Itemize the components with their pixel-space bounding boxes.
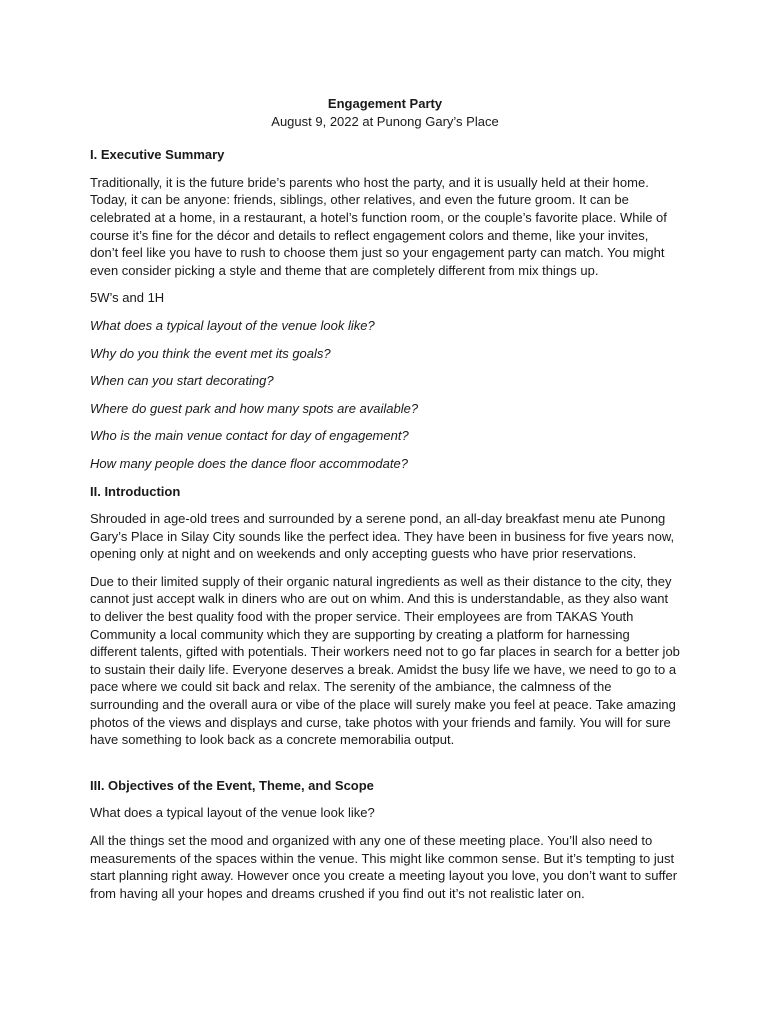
document-title: Engagement Party bbox=[327, 96, 443, 111]
question-item: Where do guest park and how many spots are available? bbox=[90, 400, 419, 416]
introduction-paragraph-2: Due to their limited supply of their organic natural ingredients as well as their distance to the city, they cannot just accept walk in diners who are out on whim. And this is understandable, as they also want to deliver the best quality food with the proper service. Their employees are from TAKAS Youth Community a local community which they are supporting by creating a platform for harnessing different talents, gifted with potentials. Their workers need not to go far places in search for a better job to sustain their daily life. Everyone deserves a break. Amidst the busy life we have, we need to go to a pace where we could sit back and relax. The serenity of the ambiance, the calmness of the surrounding and the overall aura or vibe of the place will surely make you feel at peace. Take amazing photos of the views and displays and curse, take photos with your friends and family. You will for sure have something to look back as a concrete memorabilia output. bbox=[90, 573, 680, 748]
document-subtitle: August 9, 2022 at Punong Gary’s Place bbox=[271, 113, 499, 129]
section-heading-executive-summary: I. Executive Summary bbox=[90, 147, 225, 163]
question-item: Who is the main venue contact for day of engagement? bbox=[90, 428, 409, 444]
section-heading-introduction: II. Introduction bbox=[90, 483, 181, 499]
question-item: Why do you think the event met its goals? bbox=[90, 345, 331, 361]
label-5w1h: 5W’s and 1H bbox=[90, 290, 165, 306]
section-heading-objectives: III. Objectives of the Event, Theme, and Scope bbox=[90, 777, 374, 793]
executive-summary-paragraph: Traditionally, it is the future bride’s parents who host the party, and it is usually held at their home. Today, it can be anyone: friends, siblings, other relatives, and even the future groom. It can be celebrated at a home, in a restaurant, a hotel’s function room, or the couple’s favorite place. While of course it’s fine for the décor and details to reflect engagement colors and theme, like your invites, don’t feel like you have to rush to choose them just so your engagement party can match. You might even consider picking a style and theme that are completely different from mix things up. bbox=[90, 174, 667, 278]
objectives-paragraph: All the things set the mood and organized with any one of these meeting place. You’ll also need to measurements of the spaces within the venue. This might like common sense. But it’s tempting to just start planning right away. However once you create a meeting layout you love, you don’t want to suffer from having all your hopes and dreams crushed if you find out it’s not realistic later on. bbox=[90, 833, 678, 901]
objectives-question: What does a typical layout of the venue look like? bbox=[90, 805, 375, 821]
question-item: What does a typical layout of the venue look like? bbox=[90, 317, 375, 333]
question-item: How many people does the dance floor accommodate? bbox=[90, 455, 408, 471]
title-block bbox=[90, 95, 680, 130]
document-page bbox=[90, 95, 680, 912]
introduction-paragraph-1: Shrouded in age-old trees and surrounded by a serene pond, an all-day breakfast menu ate Punong Gary’s Place in Silay City sounds like the perfect idea. They have been in business for five years now, opening only at night and on weekends and only accepting guests who have prior reservations. bbox=[90, 511, 675, 562]
section-spacer bbox=[90, 759, 680, 777]
question-item: When can you start decorating? bbox=[90, 373, 274, 389]
